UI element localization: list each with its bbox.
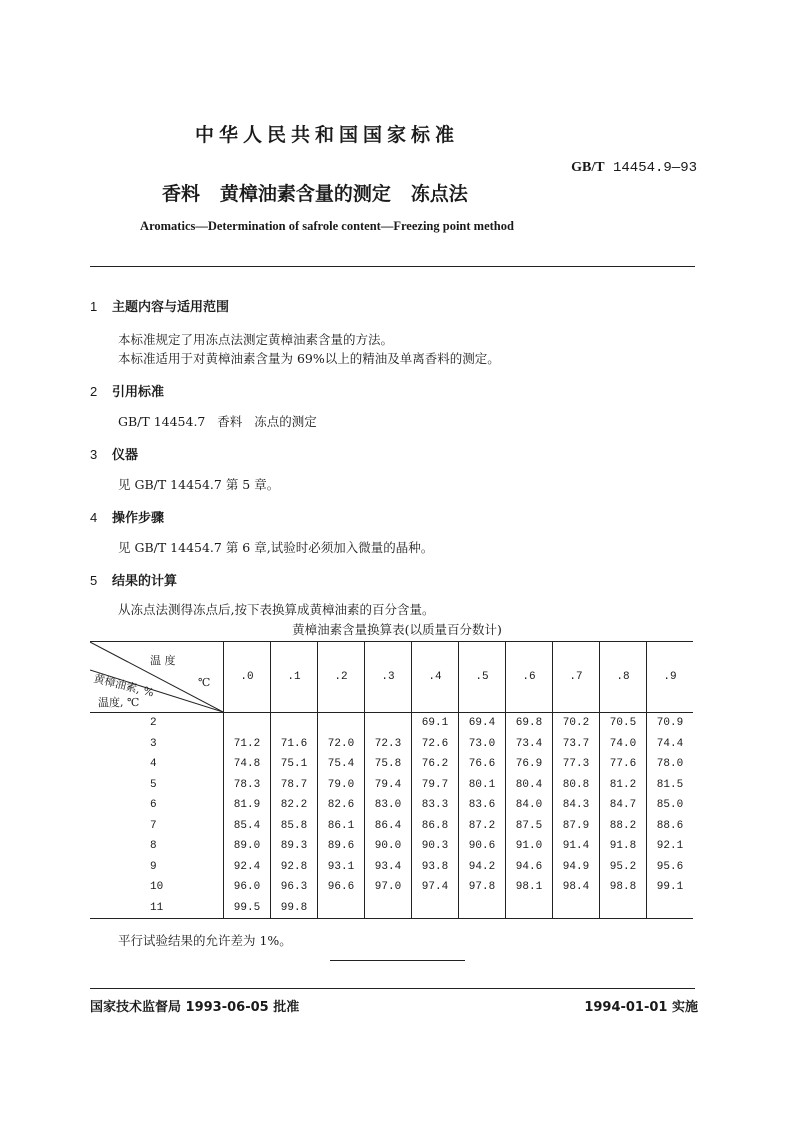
document-title: 香料 黄樟油素含量的测定 冻点法 (162, 183, 468, 205)
table-cell: 89.6 (318, 836, 365, 857)
section-2-heading: 2 引用标准 (90, 384, 165, 400)
table-cell (506, 898, 553, 919)
table-cell: 98.4 (553, 877, 600, 898)
section-4-paragraph: 见 GB/T 14454.7 第 6 章,试验时必须加入微量的晶种。 (118, 540, 434, 555)
conversion-table (90, 641, 693, 919)
row-temperature: 8 (150, 840, 157, 853)
table-cell: 97.4 (412, 877, 459, 898)
table-cell (224, 713, 271, 734)
row-temperature: 7 (150, 819, 157, 832)
table-cell: 82.2 (271, 795, 318, 816)
section-4-heading: 4 操作步骤 (90, 510, 165, 526)
corner-row-label: 温度, ℃ (98, 696, 140, 709)
table-cell: 91.4 (553, 836, 600, 857)
standard-id: 14454.9—93 (612, 160, 697, 176)
table-row (90, 734, 693, 755)
table-cell: 93.4 (365, 857, 412, 878)
table-cell (600, 898, 647, 919)
table-cell: 97.8 (459, 877, 506, 898)
table-cell: 96.6 (318, 877, 365, 898)
section-3-heading: 3 仪器 (90, 447, 139, 463)
implementation-date: 1994-01-01 实施 (584, 1000, 698, 1015)
column-header: .8 (600, 642, 647, 713)
table-cell: 92.8 (271, 857, 318, 878)
table-cell: 78.0 (647, 754, 694, 775)
approval-date: 国家技术监督局 1993-06-05 批准 (90, 1000, 300, 1015)
row-temperature: 5 (150, 778, 157, 791)
column-header: .2 (318, 642, 365, 713)
table-cell: 70.5 (600, 713, 647, 734)
column-header: .1 (271, 642, 318, 713)
table-cell: 80.8 (553, 775, 600, 796)
table-cell (318, 898, 365, 919)
table-cell: 82.6 (318, 795, 365, 816)
table-corner-header (90, 642, 224, 713)
table-cell: 77.3 (553, 754, 600, 775)
table-cell: 98.1 (506, 877, 553, 898)
section-1-paragraph-1: 本标准规定了用冻点法测定黄樟油素含量的方法。 (118, 332, 394, 347)
table-cell: 95.6 (647, 857, 694, 878)
table-row (90, 713, 693, 734)
table-cell: 69.1 (412, 713, 459, 734)
table-cell: 92.1 (647, 836, 694, 857)
header-divider (90, 266, 695, 267)
table-cell: 86.4 (365, 816, 412, 837)
corner-temperature-unit: ℃ (198, 676, 211, 689)
table-row (90, 795, 693, 816)
table-cell: 83.0 (365, 795, 412, 816)
table-cell: 93.1 (318, 857, 365, 878)
row-temperature: 6 (150, 799, 157, 812)
table-cell: 78.3 (224, 775, 271, 796)
table-cell: 78.7 (271, 775, 318, 796)
table-cell: 84.3 (553, 795, 600, 816)
table-cell: 98.8 (600, 877, 647, 898)
table-cell: 71.6 (271, 734, 318, 755)
table-cell: 94.9 (553, 857, 600, 878)
table-cell: 88.6 (647, 816, 694, 837)
table-cell: 88.2 (600, 816, 647, 837)
table-cell: 90.3 (412, 836, 459, 857)
table-cell: 75.1 (271, 754, 318, 775)
row-temperature: 4 (150, 758, 157, 771)
table-cell: 72.6 (412, 734, 459, 755)
table-cell (647, 898, 694, 919)
table-cell (412, 898, 459, 919)
table-cell: 90.0 (365, 836, 412, 857)
table-cell: 71.2 (224, 734, 271, 755)
row-temperature: 2 (150, 717, 157, 730)
table-cell: 86.1 (318, 816, 365, 837)
table-cell: 96.3 (271, 877, 318, 898)
table-header-row (90, 642, 693, 713)
english-title: Aromatics—Determination of safrole content—Freezing point method (140, 219, 514, 233)
table-cell: 73.4 (506, 734, 553, 755)
table-cell: 92.4 (224, 857, 271, 878)
tolerance-note: 平行试验结果的允许差为 1%。 (118, 933, 292, 948)
end-rule (330, 960, 465, 961)
table-caption: 黄樟油素含量换算表(以质量百分数计) (292, 622, 502, 637)
table-cell (553, 898, 600, 919)
table-cell: 70.9 (647, 713, 694, 734)
table-cell: 95.2 (600, 857, 647, 878)
table-cell: 80.4 (506, 775, 553, 796)
column-header: .9 (647, 642, 694, 713)
table-cell: 87.2 (459, 816, 506, 837)
column-header: .6 (506, 642, 553, 713)
table-cell: 75.4 (318, 754, 365, 775)
table-cell: 76.9 (506, 754, 553, 775)
table-cell: 77.6 (600, 754, 647, 775)
table-cell: 79.7 (412, 775, 459, 796)
table-cell: 69.4 (459, 713, 506, 734)
table-cell: 83.3 (412, 795, 459, 816)
table-cell: 79.0 (318, 775, 365, 796)
table-cell: 85.0 (647, 795, 694, 816)
section-1-paragraph-2: 本标准适用于对黄樟油素含量为 69%以上的精油及单离香料的测定。 (118, 351, 500, 366)
table-cell (365, 898, 412, 919)
row-temperature: 11 (90, 898, 224, 919)
table-cell: 84.7 (600, 795, 647, 816)
table-cell: 94.6 (506, 857, 553, 878)
table-cell: 90.6 (459, 836, 506, 857)
table-cell: 93.8 (412, 857, 459, 878)
table-cell (271, 713, 318, 734)
table-cell: 79.4 (365, 775, 412, 796)
table-row (90, 877, 693, 898)
table-cell: 86.8 (412, 816, 459, 837)
table-cell: 73.7 (553, 734, 600, 755)
table-cell: 80.1 (459, 775, 506, 796)
table-cell (365, 713, 412, 734)
section-3-paragraph: 见 GB/T 14454.7 第 5 章。 (118, 477, 280, 492)
table-cell: 81.9 (224, 795, 271, 816)
table-cell: 81.5 (647, 775, 694, 796)
table-cell: 91.8 (600, 836, 647, 857)
table-cell: 72.3 (365, 734, 412, 755)
table-cell: 76.6 (459, 754, 506, 775)
table-cell: 91.0 (506, 836, 553, 857)
row-temperature: 9 (150, 860, 157, 873)
column-header: .5 (459, 642, 506, 713)
column-header: .0 (224, 642, 271, 713)
table-cell: 94.2 (459, 857, 506, 878)
table-cell: 84.0 (506, 795, 553, 816)
table-cell: 85.8 (271, 816, 318, 837)
table-cell: 75.8 (365, 754, 412, 775)
table-row (90, 898, 693, 919)
table-cell: 74.8 (224, 754, 271, 775)
table-cell: 72.0 (318, 734, 365, 755)
column-header: .4 (412, 642, 459, 713)
table-cell: 83.6 (459, 795, 506, 816)
table-cell: 99.5 (224, 898, 271, 919)
table-cell: 87.9 (553, 816, 600, 837)
table-cell (318, 713, 365, 734)
table-cell: 76.2 (412, 754, 459, 775)
table-cell: 89.3 (271, 836, 318, 857)
table-body (90, 713, 693, 919)
corner-temperature-label: 温 度 (150, 654, 176, 667)
table-cell: 99.1 (647, 877, 694, 898)
section-2-paragraph: GB/T 14454.7 香料 冻点的测定 (118, 414, 317, 429)
table-cell (459, 898, 506, 919)
national-standard-title: 中华人民共和国国家标准 (194, 124, 459, 146)
standard-code: GB/T (571, 160, 605, 175)
corner-safrole-label: 黄樟油素, % (92, 671, 156, 700)
table-cell: 69.8 (506, 713, 553, 734)
table-row (90, 816, 693, 837)
table-cell: 81.2 (600, 775, 647, 796)
table-cell: 87.5 (506, 816, 553, 837)
table-row (90, 775, 693, 796)
section-1-heading: 1 主题内容与适用范围 (90, 299, 230, 315)
standard-number (571, 160, 697, 176)
table-cell: 96.0 (224, 877, 271, 898)
section-5-heading: 5 结果的计算 (90, 573, 178, 589)
row-temperature: 10 (150, 881, 164, 894)
row-temperature: 3 (150, 737, 157, 750)
section-5-paragraph: 从冻点法测得冻点后,按下表换算成黄樟油素的百分含量。 (118, 602, 435, 617)
table-row (90, 836, 693, 857)
table-cell: 85.4 (224, 816, 271, 837)
footer-divider (90, 988, 695, 989)
table-cell: 70.2 (553, 713, 600, 734)
table-row (90, 857, 693, 878)
table-row (90, 754, 693, 775)
table-cell: 99.8 (271, 898, 318, 919)
column-header: .7 (553, 642, 600, 713)
table-cell: 73.0 (459, 734, 506, 755)
column-header: .3 (365, 642, 412, 713)
table-cell: 97.0 (365, 877, 412, 898)
table-cell: 74.4 (647, 734, 694, 755)
table-cell: 74.0 (600, 734, 647, 755)
table-cell: 89.0 (224, 836, 271, 857)
